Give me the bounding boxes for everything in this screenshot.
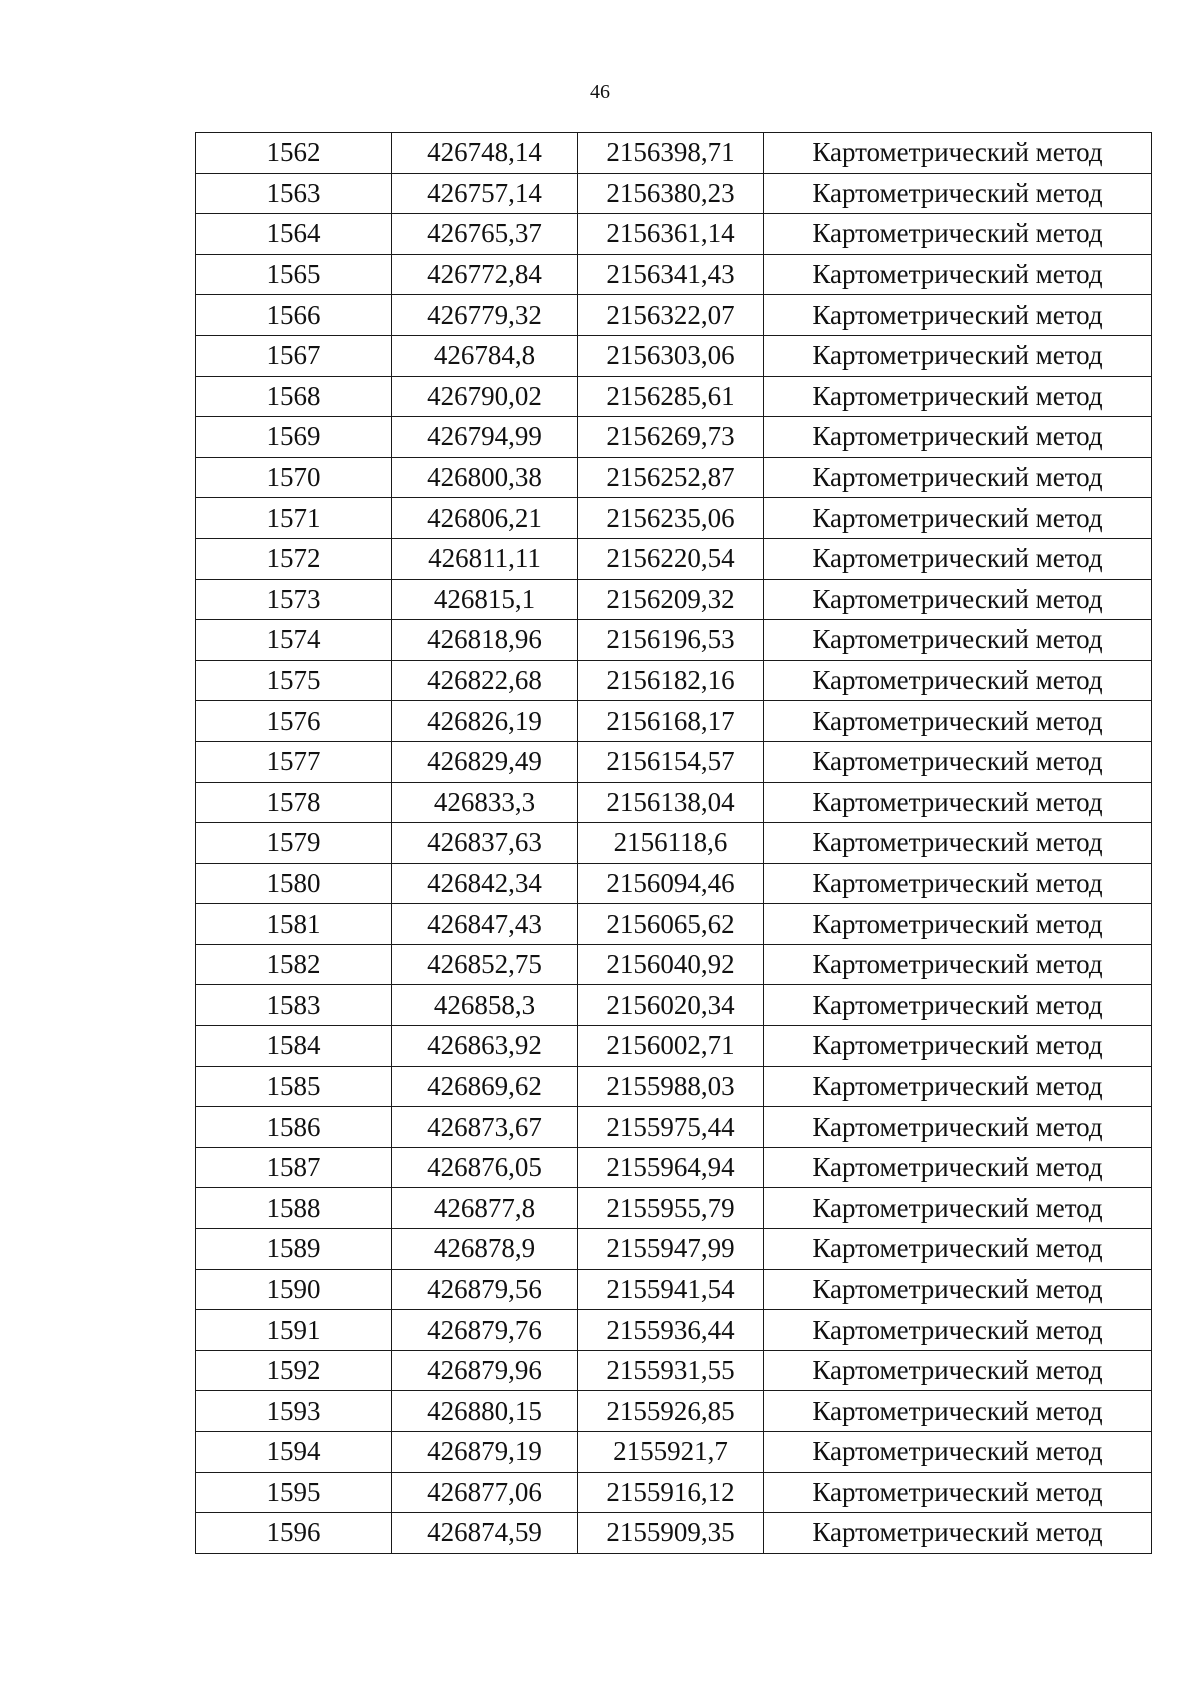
table-row <box>196 579 1152 620</box>
method-cell: Картометрический метод <box>764 782 1152 823</box>
point-number-cell: 1586 <box>196 1107 392 1148</box>
x-coordinate-cell: 426842,34 <box>392 863 578 904</box>
table-row <box>196 133 1152 174</box>
y-coordinate-cell: 2155975,44 <box>578 1107 764 1148</box>
point-number-cell: 1568 <box>196 376 392 417</box>
method-cell: Картометрический метод <box>764 1310 1152 1351</box>
y-coordinate-cell: 2156118,6 <box>578 823 764 864</box>
method-cell: Картометрический метод <box>764 1391 1152 1432</box>
point-number-cell: 1581 <box>196 904 392 945</box>
x-coordinate-cell: 426806,21 <box>392 498 578 539</box>
point-number-cell: 1562 <box>196 133 392 174</box>
y-coordinate-cell: 2156235,06 <box>578 498 764 539</box>
point-number-cell: 1573 <box>196 579 392 620</box>
table-row <box>196 295 1152 336</box>
method-cell: Картометрический метод <box>764 254 1152 295</box>
x-coordinate-cell: 426800,38 <box>392 457 578 498</box>
point-number-cell: 1563 <box>196 173 392 214</box>
method-cell: Картометрический метод <box>764 335 1152 376</box>
x-coordinate-cell: 426790,02 <box>392 376 578 417</box>
table-row <box>196 1107 1152 1148</box>
method-cell: Картометрический метод <box>764 660 1152 701</box>
method-cell: Картометрический метод <box>764 741 1152 782</box>
method-cell: Картометрический метод <box>764 457 1152 498</box>
point-number-cell: 1593 <box>196 1391 392 1432</box>
method-cell: Картометрический метод <box>764 620 1152 661</box>
point-number-cell: 1596 <box>196 1513 392 1554</box>
method-cell: Картометрический метод <box>764 1026 1152 1067</box>
y-coordinate-cell: 2155921,7 <box>578 1432 764 1473</box>
x-coordinate-cell: 426879,19 <box>392 1432 578 1473</box>
point-number-cell: 1575 <box>196 660 392 701</box>
x-coordinate-cell: 426784,8 <box>392 335 578 376</box>
x-coordinate-cell: 426748,14 <box>392 133 578 174</box>
x-coordinate-cell: 426779,32 <box>392 295 578 336</box>
page-number: 46 <box>590 81 610 103</box>
y-coordinate-cell: 2155964,94 <box>578 1147 764 1188</box>
x-coordinate-cell: 426811,11 <box>392 538 578 579</box>
point-number-cell: 1564 <box>196 214 392 255</box>
point-number-cell: 1576 <box>196 701 392 742</box>
y-coordinate-cell: 2155955,79 <box>578 1188 764 1229</box>
y-coordinate-cell: 2156303,06 <box>578 335 764 376</box>
table-row <box>196 904 1152 945</box>
y-coordinate-cell: 2156065,62 <box>578 904 764 945</box>
x-coordinate-cell: 426847,43 <box>392 904 578 945</box>
point-number-cell: 1584 <box>196 1026 392 1067</box>
x-coordinate-cell: 426873,67 <box>392 1107 578 1148</box>
coordinates-table <box>195 132 1152 1554</box>
table-row <box>196 1513 1152 1554</box>
method-cell: Картометрический метод <box>764 863 1152 904</box>
method-cell: Картометрический метод <box>764 214 1152 255</box>
table-row <box>196 1310 1152 1351</box>
point-number-cell: 1574 <box>196 620 392 661</box>
y-coordinate-cell: 2156040,92 <box>578 944 764 985</box>
table-row <box>196 173 1152 214</box>
y-coordinate-cell: 2156182,16 <box>578 660 764 701</box>
x-coordinate-cell: 426772,84 <box>392 254 578 295</box>
table-row <box>196 620 1152 661</box>
x-coordinate-cell: 426794,99 <box>392 417 578 458</box>
table-row <box>196 944 1152 985</box>
y-coordinate-cell: 2156002,71 <box>578 1026 764 1067</box>
point-number-cell: 1572 <box>196 538 392 579</box>
point-number-cell: 1567 <box>196 335 392 376</box>
point-number-cell: 1580 <box>196 863 392 904</box>
x-coordinate-cell: 426829,49 <box>392 741 578 782</box>
y-coordinate-cell: 2155931,55 <box>578 1350 764 1391</box>
method-cell: Картометрический метод <box>764 1350 1152 1391</box>
point-number-cell: 1566 <box>196 295 392 336</box>
method-cell: Картометрический метод <box>764 1513 1152 1554</box>
y-coordinate-cell: 2156154,57 <box>578 741 764 782</box>
y-coordinate-cell: 2156094,46 <box>578 863 764 904</box>
method-cell: Картометрический метод <box>764 1269 1152 1310</box>
method-cell: Картометрический метод <box>764 904 1152 945</box>
x-coordinate-cell: 426874,59 <box>392 1513 578 1554</box>
point-number-cell: 1595 <box>196 1472 392 1513</box>
y-coordinate-cell: 2156168,17 <box>578 701 764 742</box>
x-coordinate-cell: 426876,05 <box>392 1147 578 1188</box>
point-number-cell: 1565 <box>196 254 392 295</box>
method-cell: Картометрический метод <box>764 498 1152 539</box>
method-cell: Картометрический метод <box>764 1188 1152 1229</box>
table-row <box>196 335 1152 376</box>
point-number-cell: 1583 <box>196 985 392 1026</box>
x-coordinate-cell: 426837,63 <box>392 823 578 864</box>
x-coordinate-cell: 426878,9 <box>392 1229 578 1270</box>
table-row <box>196 1026 1152 1067</box>
table-row <box>196 823 1152 864</box>
x-coordinate-cell: 426879,56 <box>392 1269 578 1310</box>
point-number-cell: 1591 <box>196 1310 392 1351</box>
point-number-cell: 1577 <box>196 741 392 782</box>
table-row <box>196 1066 1152 1107</box>
point-number-cell: 1579 <box>196 823 392 864</box>
point-number-cell: 1570 <box>196 457 392 498</box>
table-row <box>196 863 1152 904</box>
method-cell: Картометрический метод <box>764 1066 1152 1107</box>
point-number-cell: 1571 <box>196 498 392 539</box>
point-number-cell: 1588 <box>196 1188 392 1229</box>
x-coordinate-cell: 426826,19 <box>392 701 578 742</box>
coordinates-table-body <box>196 133 1152 1554</box>
x-coordinate-cell: 426852,75 <box>392 944 578 985</box>
method-cell: Картометрический метод <box>764 1147 1152 1188</box>
table-row <box>196 701 1152 742</box>
method-cell: Картометрический метод <box>764 985 1152 1026</box>
table-row <box>196 660 1152 701</box>
table-row <box>196 1147 1152 1188</box>
table-row <box>196 1391 1152 1432</box>
y-coordinate-cell: 2155947,99 <box>578 1229 764 1270</box>
table-row <box>196 254 1152 295</box>
y-coordinate-cell: 2156380,23 <box>578 173 764 214</box>
x-coordinate-cell: 426815,1 <box>392 579 578 620</box>
table-row <box>196 1188 1152 1229</box>
y-coordinate-cell: 2156020,34 <box>578 985 764 1026</box>
x-coordinate-cell: 426757,14 <box>392 173 578 214</box>
table-row <box>196 214 1152 255</box>
x-coordinate-cell: 426879,76 <box>392 1310 578 1351</box>
point-number-cell: 1592 <box>196 1350 392 1391</box>
method-cell: Картометрический метод <box>764 133 1152 174</box>
point-number-cell: 1590 <box>196 1269 392 1310</box>
method-cell: Картометрический метод <box>764 823 1152 864</box>
table-row <box>196 1229 1152 1270</box>
y-coordinate-cell: 2156322,07 <box>578 295 764 336</box>
point-number-cell: 1569 <box>196 417 392 458</box>
table-row <box>196 376 1152 417</box>
y-coordinate-cell: 2155988,03 <box>578 1066 764 1107</box>
table-row <box>196 1472 1152 1513</box>
method-cell: Картометрический метод <box>764 579 1152 620</box>
table-row <box>196 741 1152 782</box>
point-number-cell: 1587 <box>196 1147 392 1188</box>
method-cell: Картометрический метод <box>764 417 1152 458</box>
y-coordinate-cell: 2156220,54 <box>578 538 764 579</box>
table-row <box>196 457 1152 498</box>
table-row <box>196 417 1152 458</box>
y-coordinate-cell: 2156209,32 <box>578 579 764 620</box>
table-row <box>196 538 1152 579</box>
method-cell: Картометрический метод <box>764 376 1152 417</box>
x-coordinate-cell: 426833,3 <box>392 782 578 823</box>
table-row <box>196 782 1152 823</box>
table-row <box>196 1269 1152 1310</box>
method-cell: Картометрический метод <box>764 538 1152 579</box>
x-coordinate-cell: 426765,37 <box>392 214 578 255</box>
point-number-cell: 1594 <box>196 1432 392 1473</box>
table-row <box>196 1432 1152 1473</box>
method-cell: Картометрический метод <box>764 1229 1152 1270</box>
x-coordinate-cell: 426879,96 <box>392 1350 578 1391</box>
method-cell: Картометрический метод <box>764 944 1152 985</box>
y-coordinate-cell: 2156138,04 <box>578 782 764 823</box>
x-coordinate-cell: 426880,15 <box>392 1391 578 1432</box>
y-coordinate-cell: 2156398,71 <box>578 133 764 174</box>
method-cell: Картометрический метод <box>764 1432 1152 1473</box>
point-number-cell: 1578 <box>196 782 392 823</box>
point-number-cell: 1589 <box>196 1229 392 1270</box>
x-coordinate-cell: 426858,3 <box>392 985 578 1026</box>
method-cell: Картометрический метод <box>764 173 1152 214</box>
point-number-cell: 1582 <box>196 944 392 985</box>
y-coordinate-cell: 2155936,44 <box>578 1310 764 1351</box>
table-row <box>196 1350 1152 1391</box>
x-coordinate-cell: 426818,96 <box>392 620 578 661</box>
point-number-cell: 1585 <box>196 1066 392 1107</box>
method-cell: Картометрический метод <box>764 295 1152 336</box>
y-coordinate-cell: 2156196,53 <box>578 620 764 661</box>
x-coordinate-cell: 426877,06 <box>392 1472 578 1513</box>
method-cell: Картометрический метод <box>764 701 1152 742</box>
y-coordinate-cell: 2156252,87 <box>578 457 764 498</box>
y-coordinate-cell: 2156269,73 <box>578 417 764 458</box>
y-coordinate-cell: 2155926,85 <box>578 1391 764 1432</box>
y-coordinate-cell: 2155916,12 <box>578 1472 764 1513</box>
method-cell: Картометрический метод <box>764 1472 1152 1513</box>
x-coordinate-cell: 426869,62 <box>392 1066 578 1107</box>
y-coordinate-cell: 2156361,14 <box>578 214 764 255</box>
x-coordinate-cell: 426822,68 <box>392 660 578 701</box>
y-coordinate-cell: 2156285,61 <box>578 376 764 417</box>
method-cell: Картометрический метод <box>764 1107 1152 1148</box>
table-row <box>196 985 1152 1026</box>
y-coordinate-cell: 2156341,43 <box>578 254 764 295</box>
y-coordinate-cell: 2155909,35 <box>578 1513 764 1554</box>
y-coordinate-cell: 2155941,54 <box>578 1269 764 1310</box>
x-coordinate-cell: 426863,92 <box>392 1026 578 1067</box>
table-row <box>196 498 1152 539</box>
x-coordinate-cell: 426877,8 <box>392 1188 578 1229</box>
